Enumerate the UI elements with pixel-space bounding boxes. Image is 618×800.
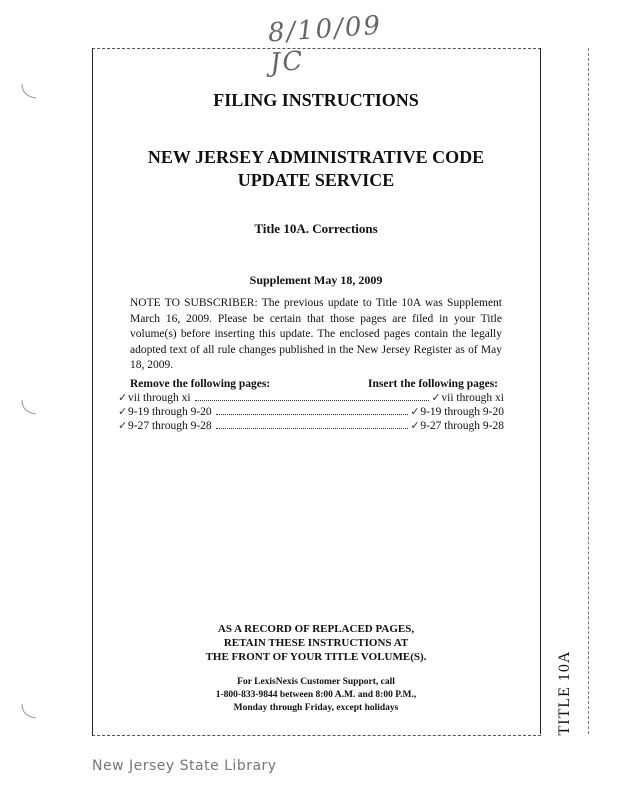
title-tab bbox=[540, 48, 589, 734]
page-list-row bbox=[118, 404, 504, 418]
title-name: Title 10A. Corrections bbox=[254, 221, 378, 236]
insert-pages-header: Insert the following pages: bbox=[368, 378, 499, 390]
customer-support-info bbox=[92, 676, 540, 715]
checkmark-icon: ✓ bbox=[410, 420, 420, 432]
support-line2: 1-800-833-9844 between 8:00 A.M. and 8:00 P.M., bbox=[215, 690, 417, 700]
support-line1: For LexisNexis Customer Support, call bbox=[237, 677, 395, 687]
record-line3: THE FRONT OF YOUR TITLE VOLUME(S). bbox=[205, 651, 427, 663]
insert-pages-value: 9-27 through 9-28 bbox=[420, 420, 504, 432]
supplement-date: Supplement May 18, 2009 bbox=[249, 273, 383, 287]
checkmark-icon: ✓ bbox=[118, 420, 128, 432]
insert-pages-value: vii through xi bbox=[441, 392, 504, 404]
record-line1: AS A RECORD OF REPLACED PAGES, bbox=[217, 623, 415, 635]
checkmark-icon: ✓ bbox=[118, 406, 128, 418]
page-list-row bbox=[118, 390, 504, 404]
tab-label bbox=[542, 648, 588, 738]
code-title-line2: UPDATE SERVICE bbox=[237, 170, 395, 190]
record-line2: RETAIN THESE INSTRUCTIONS AT bbox=[223, 637, 409, 649]
support-line3: Monday through Friday, except holidays bbox=[233, 703, 399, 713]
remove-pages-value: 9-27 through 9-28 bbox=[128, 420, 212, 432]
record-instructions bbox=[92, 622, 540, 664]
remove-pages-header: Remove the following pages: bbox=[130, 378, 271, 390]
page-list-row bbox=[118, 418, 504, 432]
note-to-subscriber: NOTE TO SUBSCRIBER: The previous update to Title 10A was Supplement March 16, 2009. Please be certain that those pages are filed in your Title volume(s) before inserting this update. The enclosed pages contain the legally adopted text of all rule changes published in the New Jersey Register as of May 18, 2009. bbox=[130, 297, 502, 371]
library-stamp: New Jersey State Library bbox=[92, 758, 277, 774]
code-title bbox=[92, 146, 540, 192]
checkmark-icon: ✓ bbox=[410, 406, 420, 418]
dot-leader bbox=[216, 428, 409, 429]
dot-leader bbox=[216, 414, 409, 415]
punch-hole-mark-middle bbox=[18, 396, 40, 418]
punch-hole-mark-top bbox=[18, 80, 40, 102]
remove-pages-value: 9-19 through 9-20 bbox=[128, 406, 212, 418]
punch-hole-mark-bottom bbox=[18, 700, 40, 722]
tab-label-text: TITLE 10A bbox=[556, 650, 573, 736]
remove-pages-value: vii through xi bbox=[128, 392, 191, 404]
checkmark-icon: ✓ bbox=[118, 392, 128, 404]
code-title-line1: NEW JERSEY ADMINISTRATIVE CODE bbox=[147, 147, 485, 167]
checkmark-icon: ✓ bbox=[431, 392, 441, 404]
dot-leader bbox=[195, 400, 430, 401]
handwritten-date-note: 8/10/09 JC bbox=[266, 10, 384, 79]
page-title: FILING INSTRUCTIONS bbox=[213, 90, 419, 110]
insert-pages-value: 9-19 through 9-20 bbox=[420, 406, 504, 418]
